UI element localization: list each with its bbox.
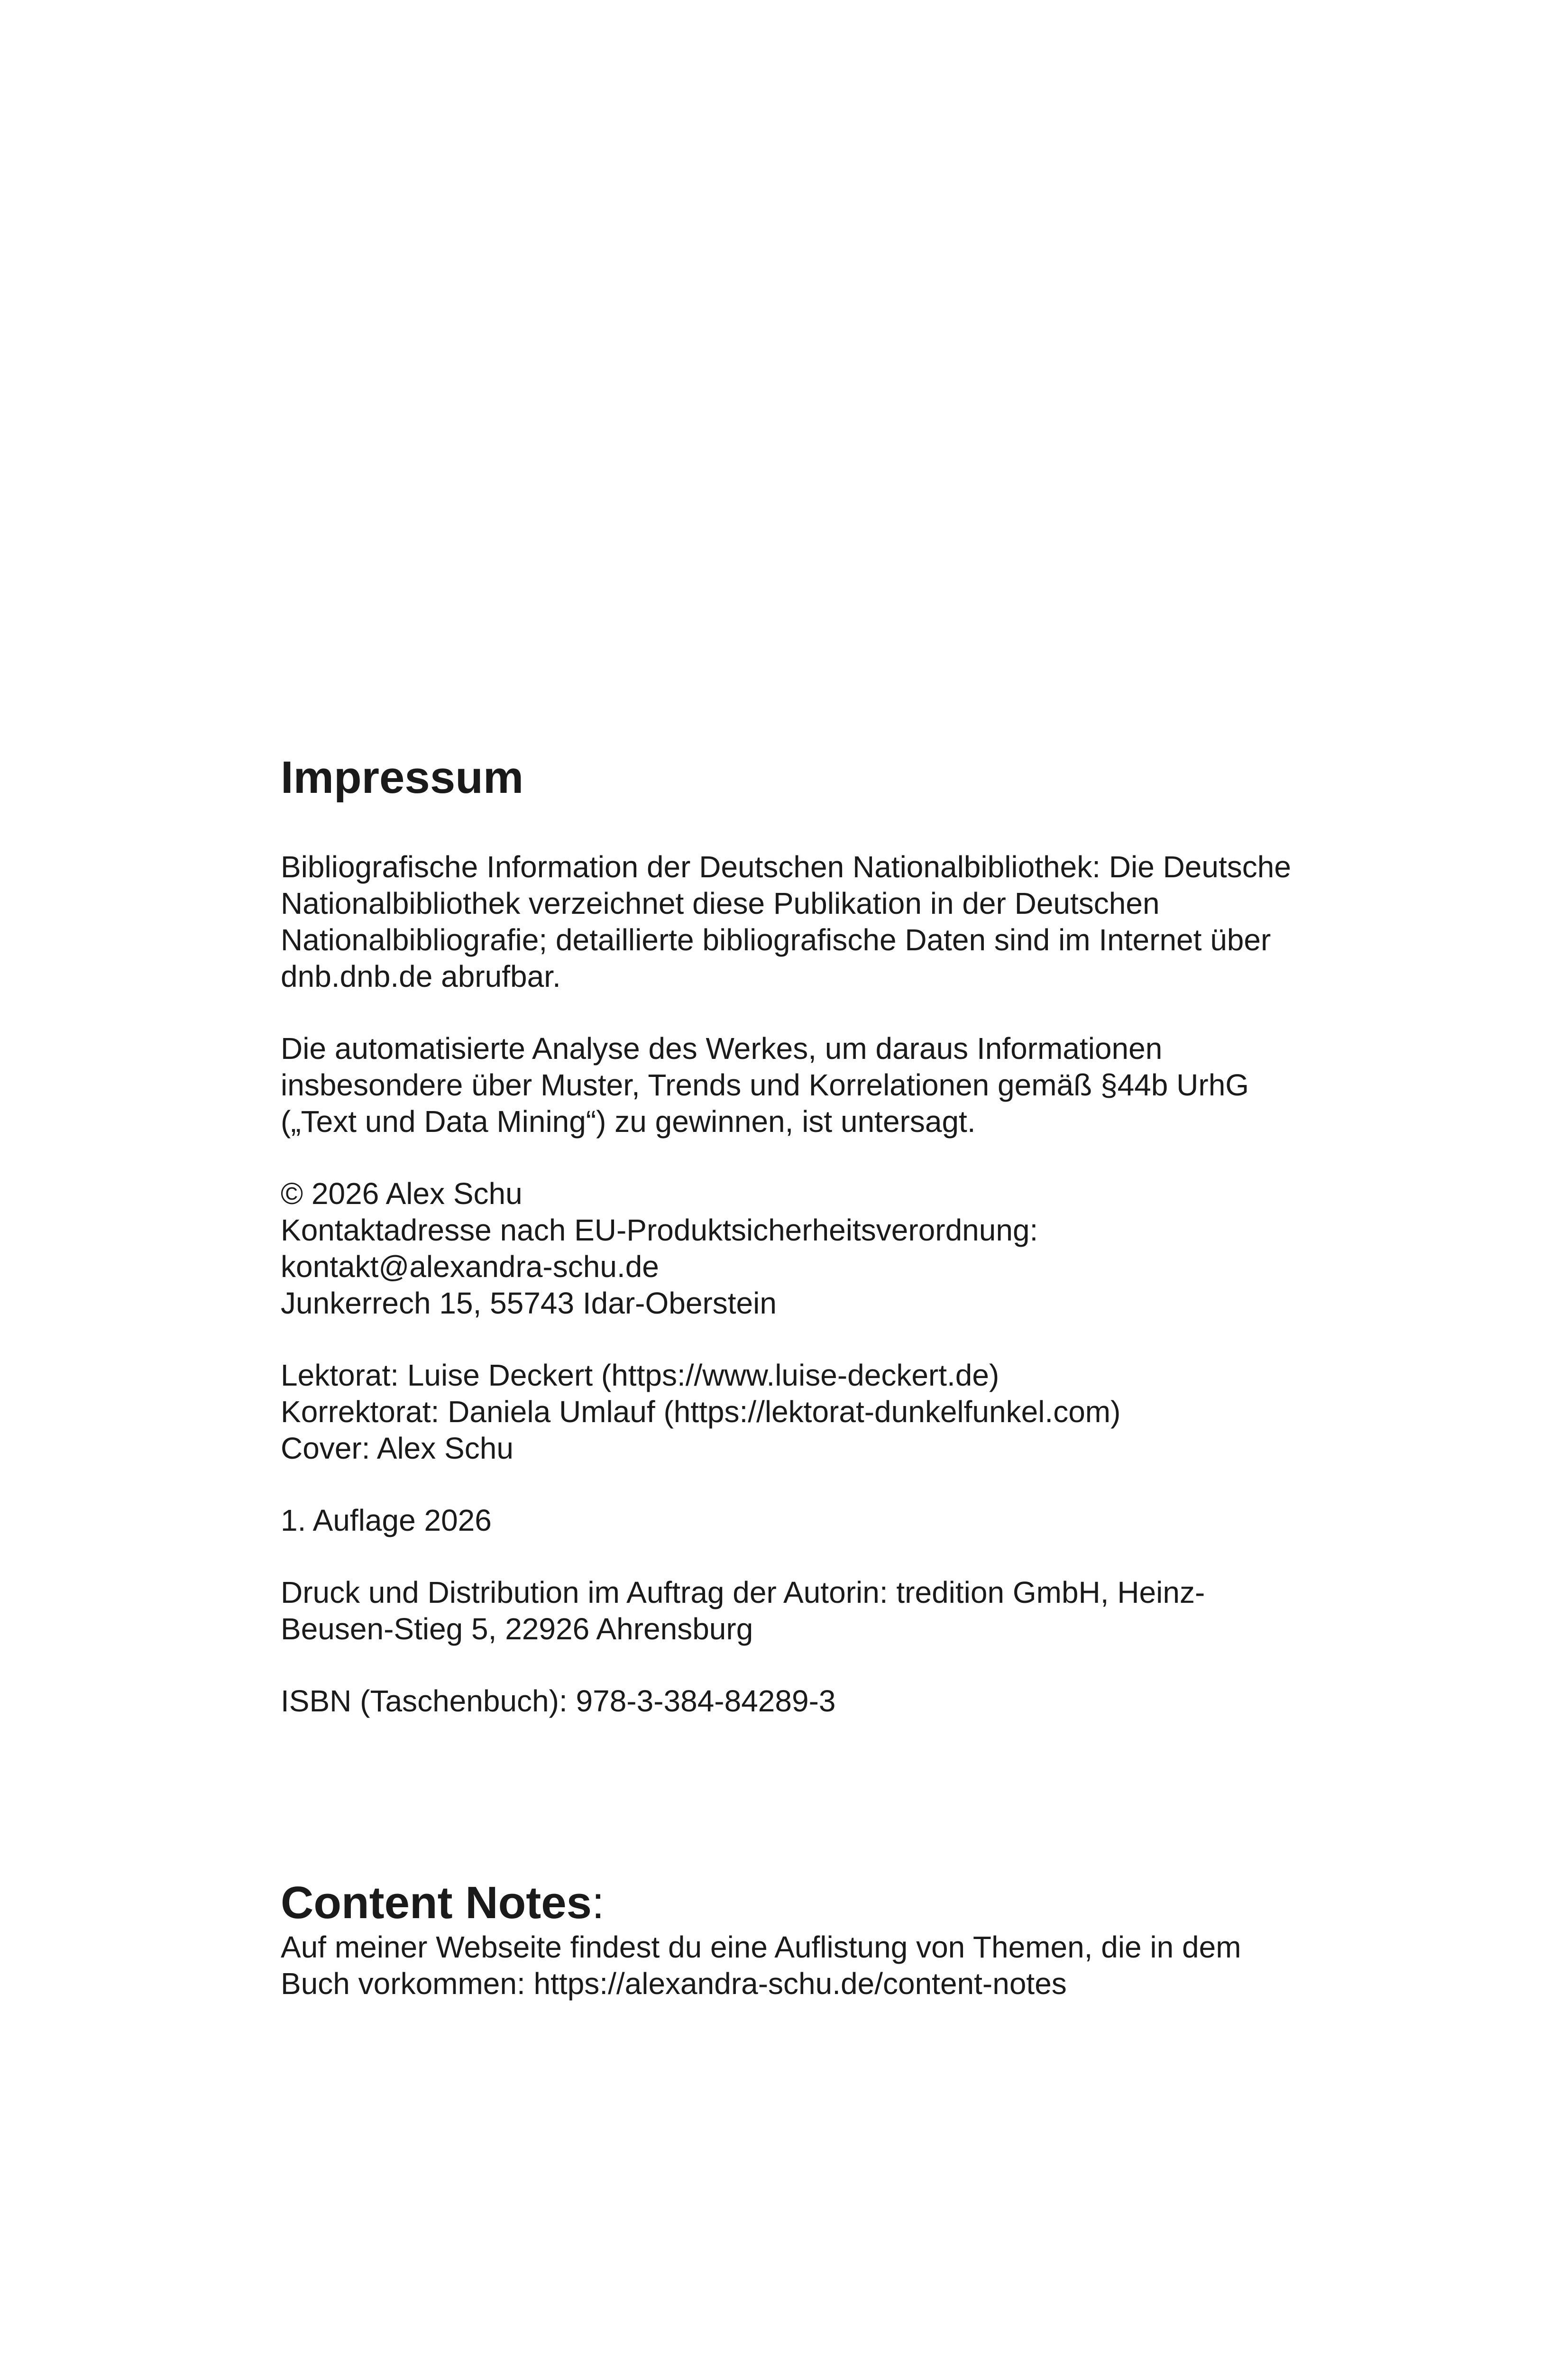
- copyright-line: © 2026 Alex Schu: [281, 1176, 523, 1211]
- contact-email: kontakt@alexandra-schu.de: [281, 1250, 659, 1284]
- content-notes-url-line: Buch vorkommen: https://alexandra-schu.de/content-notes: [281, 1967, 1067, 2001]
- distribution-paragraph: [281, 1574, 1362, 1647]
- text-line: Bibliografische Information der Deutschen Nationalbibliothek: Die Deutsche: [281, 850, 1291, 884]
- content-notes-text: [281, 1929, 1362, 2002]
- text-line: Nationalbibliografie; detaillierte bibliografische Daten sind im Internet über: [281, 923, 1271, 957]
- text-line: Auf meiner Webseite findest du eine Auflistung von Themen, die in dem: [281, 1930, 1241, 1964]
- contact-address: Junkerrech 15, 55743 Idar-Oberstein: [281, 1286, 777, 1320]
- content-notes-colon: :: [591, 1877, 605, 1928]
- text-data-mining-paragraph: [281, 1030, 1362, 1140]
- text-line: Druck und Distribution im Auftrag der Autorin: tredition GmbH, Heinz-: [281, 1575, 1205, 1609]
- edition-line: 1. Auflage 2026: [281, 1503, 492, 1537]
- editing-credit: Lektorat: Luise Deckert (https://www.luise-deckert.de): [281, 1358, 999, 1392]
- content-notes-heading: [281, 1877, 1362, 1929]
- edition-paragraph: [281, 1502, 1362, 1539]
- text-line: Beusen-Stieg 5, 22926 Ahrensburg: [281, 1612, 753, 1646]
- text-line: Kontaktadresse nach EU-Produktsicherheitsverordnung:: [281, 1213, 1038, 1247]
- impressum-section: [281, 749, 1362, 1719]
- isbn-line: ISBN (Taschenbuch): 978-3-384-84289-3: [281, 1684, 836, 1718]
- text-line: („Text und Data Mining“) zu gewinnen, ist untersagt.: [281, 1104, 976, 1139]
- bibliographic-info-paragraph: [281, 849, 1362, 995]
- copyright-contact-paragraph: [281, 1176, 1362, 1322]
- proofreading-credit: Korrektorat: Daniela Umlauf (https://lektorat-dunkelfunkel.com): [281, 1395, 1121, 1429]
- content-notes-title: Content Notes: [281, 1877, 592, 1928]
- cover-credit: Cover: Alex Schu: [281, 1431, 513, 1465]
- text-line: insbesondere über Muster, Trends und Korrelationen gemäß §44b UrhG: [281, 1068, 1249, 1102]
- credits-paragraph: [281, 1357, 1362, 1467]
- text-line: Nationalbibliothek verzeichnet diese Publikation in der Deutschen: [281, 886, 1160, 920]
- content-notes-section: [281, 1877, 1362, 2002]
- impressum-heading: Impressum: [281, 752, 524, 803]
- isbn-paragraph: [281, 1683, 1362, 1719]
- text-line: Die automatisierte Analyse des Werkes, um daraus Informationen: [281, 1031, 1163, 1066]
- text-line: dnb.dnb.de abrufbar.: [281, 959, 561, 993]
